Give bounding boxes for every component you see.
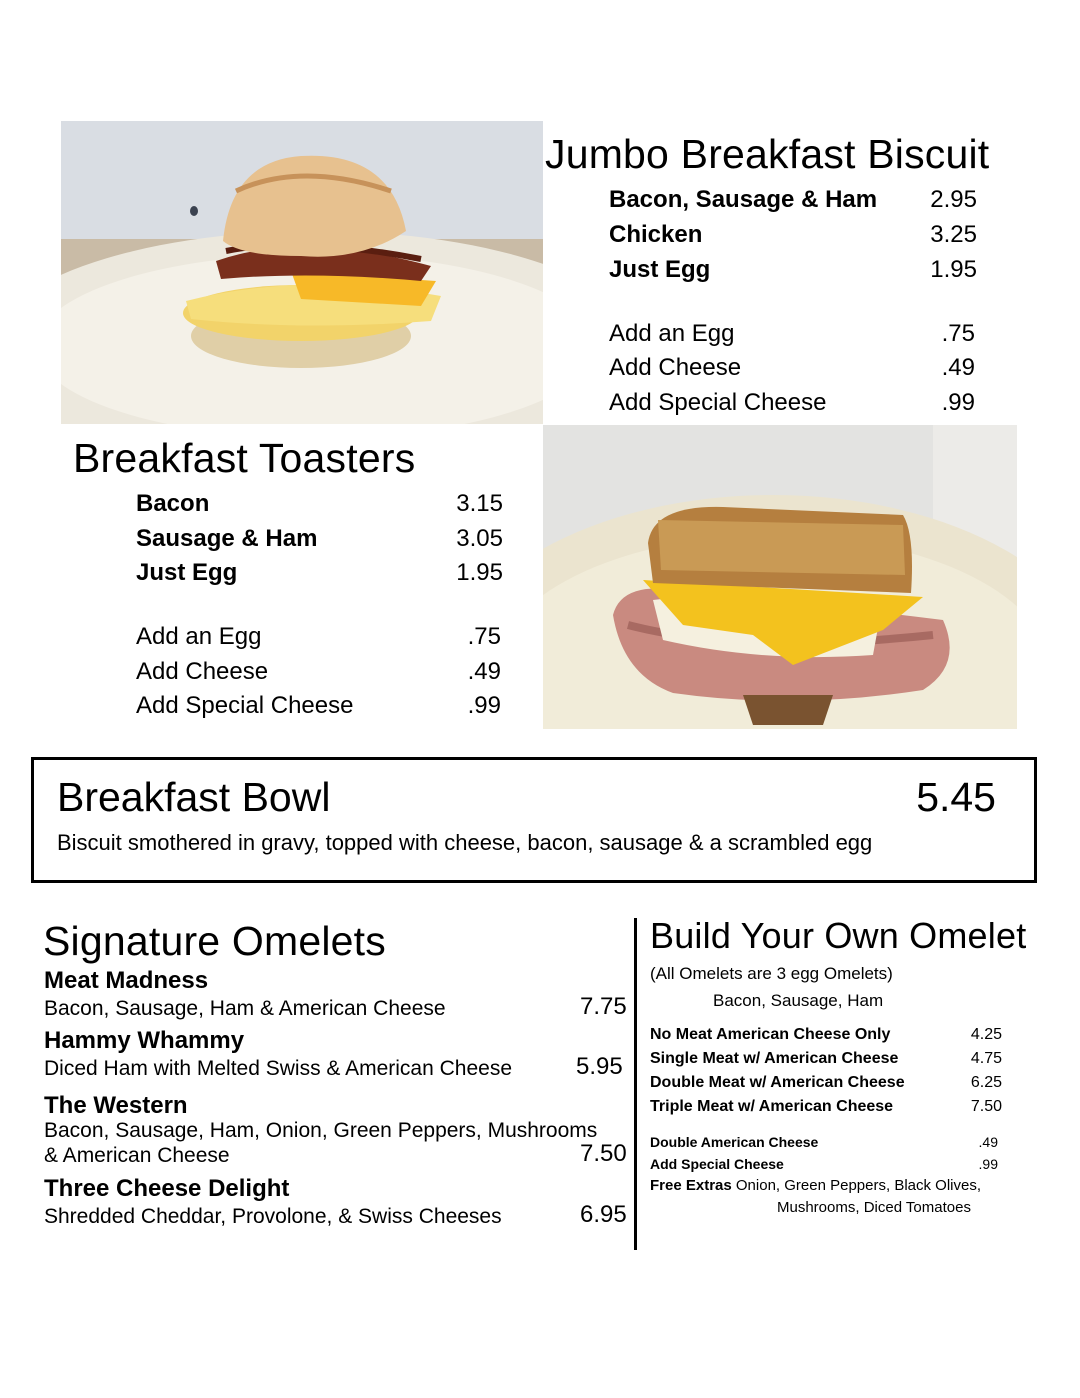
biscuit-sandwich-photo <box>61 121 543 424</box>
addon-price: .99 <box>467 692 501 719</box>
addon-name: Add an Egg <box>136 623 262 650</box>
byo-item <box>650 1050 1002 1068</box>
addon-name: Add Special Cheese <box>136 692 354 719</box>
item-name: No Meat American Cheese Only <box>650 1026 891 1043</box>
item-price: 1.95 <box>456 559 503 586</box>
bowl-title: Breakfast Bowl <box>57 774 331 820</box>
addon-price: .99 <box>941 389 975 416</box>
extra-price: .49 <box>978 1134 998 1150</box>
item-price: 3.25 <box>930 221 977 248</box>
item-name: Chicken <box>609 221 703 248</box>
omelet-desc: & American Cheese <box>44 1144 230 1167</box>
item-name: Double Meat w/ American Cheese <box>650 1074 905 1091</box>
byo-item <box>650 1098 1002 1116</box>
toaster-item <box>136 490 503 518</box>
byo-item <box>650 1026 1002 1044</box>
addon-price: .49 <box>467 658 501 685</box>
free-extras <box>650 1177 981 1194</box>
biscuit-addon <box>609 389 975 417</box>
toaster-item <box>136 525 503 553</box>
byo-extra <box>650 1134 998 1150</box>
addon-name: Add Special Cheese <box>609 389 827 416</box>
bowl-price: 5.45 <box>916 774 996 820</box>
item-price: 6.25 <box>970 1074 1002 1091</box>
byo-meats: Bacon, Sausage, Ham <box>713 991 884 1010</box>
toaster-item <box>136 559 503 587</box>
addon-price: .75 <box>467 623 501 650</box>
omelet-desc: Bacon, Sausage, Ham & American Cheese <box>44 997 446 1020</box>
toaster-addon <box>136 658 501 686</box>
item-price: 2.95 <box>930 186 977 213</box>
omelet-name: Three Cheese Delight <box>44 1175 290 1202</box>
item-name: Single Meat w/ American Cheese <box>650 1050 899 1067</box>
breakfast-bowl-box <box>31 757 1037 883</box>
item-name: Triple Meat w/ American Cheese <box>650 1098 894 1115</box>
item-name: Just Egg <box>136 559 238 586</box>
item-price: 3.15 <box>456 490 503 517</box>
free-extras-line1: Onion, Green Peppers, Black Olives, <box>735 1177 982 1194</box>
biscuit-title: Jumbo Breakfast Biscuit <box>545 131 990 177</box>
omelet-desc: Shredded Cheddar, Provolone, & Swiss Cheeses <box>44 1205 502 1228</box>
biscuit-item <box>609 256 977 284</box>
addon-name: Add Cheese <box>609 354 742 381</box>
column-divider <box>634 918 637 1250</box>
biscuit-item <box>609 186 977 214</box>
item-price: 7.50 <box>970 1098 1002 1115</box>
toaster-sandwich-photo <box>543 425 1017 729</box>
byo-note: (All Omelets are 3 egg Omelets) <box>650 964 893 983</box>
extra-price: .99 <box>978 1156 998 1172</box>
item-price: 4.75 <box>970 1050 1002 1067</box>
biscuit-addon <box>609 320 975 348</box>
toaster-addon <box>136 692 501 720</box>
addon-price: .49 <box>941 354 975 381</box>
addon-price: .75 <box>941 320 975 347</box>
omelet-desc: Diced Ham with Melted Swiss & American Cheese <box>44 1057 513 1080</box>
item-price: 4.25 <box>970 1026 1002 1043</box>
omelet-price: 7.50 <box>580 1140 627 1167</box>
item-name: Sausage & Ham <box>136 525 318 552</box>
addon-name: Add Cheese <box>136 658 269 685</box>
item-price: 1.95 <box>930 256 977 283</box>
free-extras-line2: Mushrooms, Diced Tomatoes <box>777 1199 971 1216</box>
byo-title: Build Your Own Omelet <box>650 915 1027 956</box>
omelet-price: 5.95 <box>576 1053 623 1080</box>
toaster-addon <box>136 623 501 651</box>
byo-extra <box>650 1156 998 1172</box>
item-price: 3.05 <box>456 525 503 552</box>
byo-item <box>650 1074 1002 1092</box>
omelet-price: 7.75 <box>580 993 627 1020</box>
item-name: Just Egg <box>609 256 711 283</box>
item-name: Bacon, Sausage & Ham <box>609 186 878 213</box>
omelet-desc: Bacon, Sausage, Ham, Onion, Green Peppers, Mushrooms <box>44 1119 598 1142</box>
signature-title: Signature Omelets <box>43 918 386 964</box>
free-extras-label: Free Extras <box>650 1177 732 1194</box>
extra-name: Add Special Cheese <box>650 1156 784 1172</box>
biscuit-item <box>609 221 977 249</box>
bowl-description: Biscuit smothered in gravy, topped with cheese, bacon, sausage & a scrambled egg <box>57 830 873 855</box>
addon-name: Add an Egg <box>609 320 735 347</box>
omelet-name: Hammy Whammy <box>44 1027 245 1054</box>
item-name: Bacon <box>136 490 210 517</box>
toasters-title: Breakfast Toasters <box>73 435 416 481</box>
extra-name: Double American Cheese <box>650 1134 819 1150</box>
omelet-name: The Western <box>44 1092 188 1119</box>
biscuit-addon <box>609 354 975 382</box>
omelet-price: 6.95 <box>580 1201 627 1228</box>
omelet-name: Meat Madness <box>44 967 209 994</box>
